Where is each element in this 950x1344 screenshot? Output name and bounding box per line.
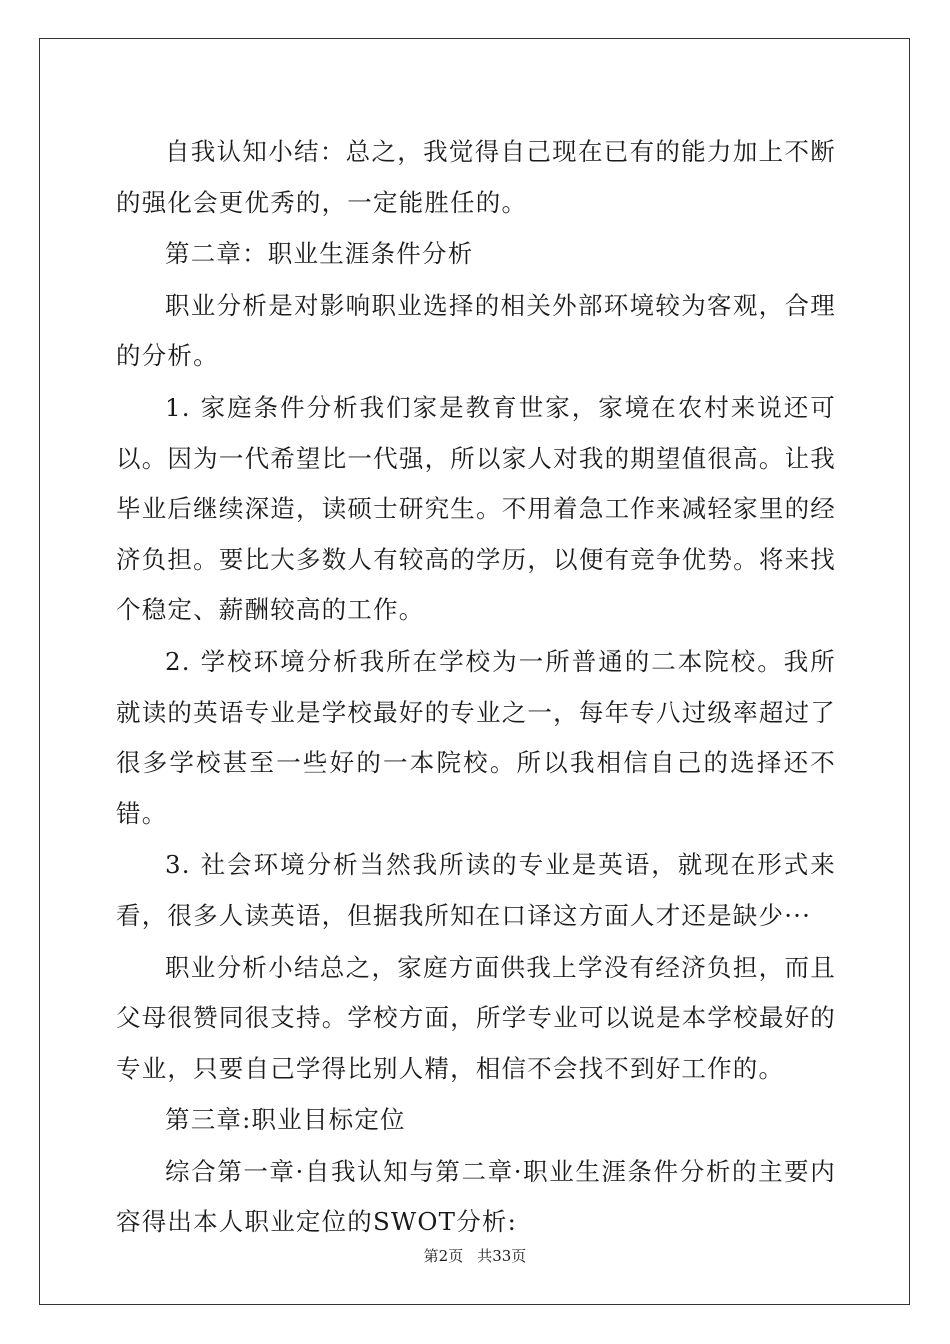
chapter-2-heading: 第二章：职业生涯条件分析 [165,239,474,269]
chapter-3-heading: 第三章:职业目标定位 [165,1105,406,1135]
paragraph-family-analysis: 1. 家庭条件分析我们家是教育世家，家境在农村来说还可以。因为一代希望比一代强，所以家人对我的期望值很高。让我毕业后继续深造，读硕士研究生。不用着急工作来减轻家里的经济负担。要比大多数人有较高的学历，以便有竞争优势。将来找个稳定、薪酬较高的工作。 [116,392,836,625]
page-total: 共33页 [477,1247,527,1265]
paragraph-career-analysis-intro: 职业分析是对影响职业选择的相关外部环境较为客观，合理的分析。 [116,290,836,371]
page-number: 第2页 [423,1247,464,1265]
paragraph-self-summary: 自我认知小结：总之，我觉得自己现在已有的能力加上不断的强化会更优秀的，一定能胜任的。 [116,137,836,217]
paragraph-society-analysis: 3. 社会环境分析当然我所读的专业是英语，就现在形式来看，很多人读英语，但据我所知在口译这方面人才还是缺少··· [116,850,836,930]
page-footer [0,1246,950,1266]
paragraph-school-analysis: 2. 学校环境分析我所在学校为一所普通的二本院校。我所就读的英语专业是学校最好的专业之一，每年专八过级率超过了很多学校甚至一些好的一本院校。所以我相信自己的选择还不错。 [116,646,836,828]
paragraph-swot-intro: 综合第一章·自我认知与第二章·职业生涯条件分析的主要内容得出本人职业定位的SWOT分析: [116,1156,836,1237]
paragraph-career-summary: 职业分析小结总之，家庭方面供我上学没有经济负担，而且父母很赞同很支持。学校方面，所学专业可以说是本学校最好的专业，只要自己学得比别人精，相信不会找不到好工作的。 [116,952,836,1083]
document-body [116,127,836,1249]
